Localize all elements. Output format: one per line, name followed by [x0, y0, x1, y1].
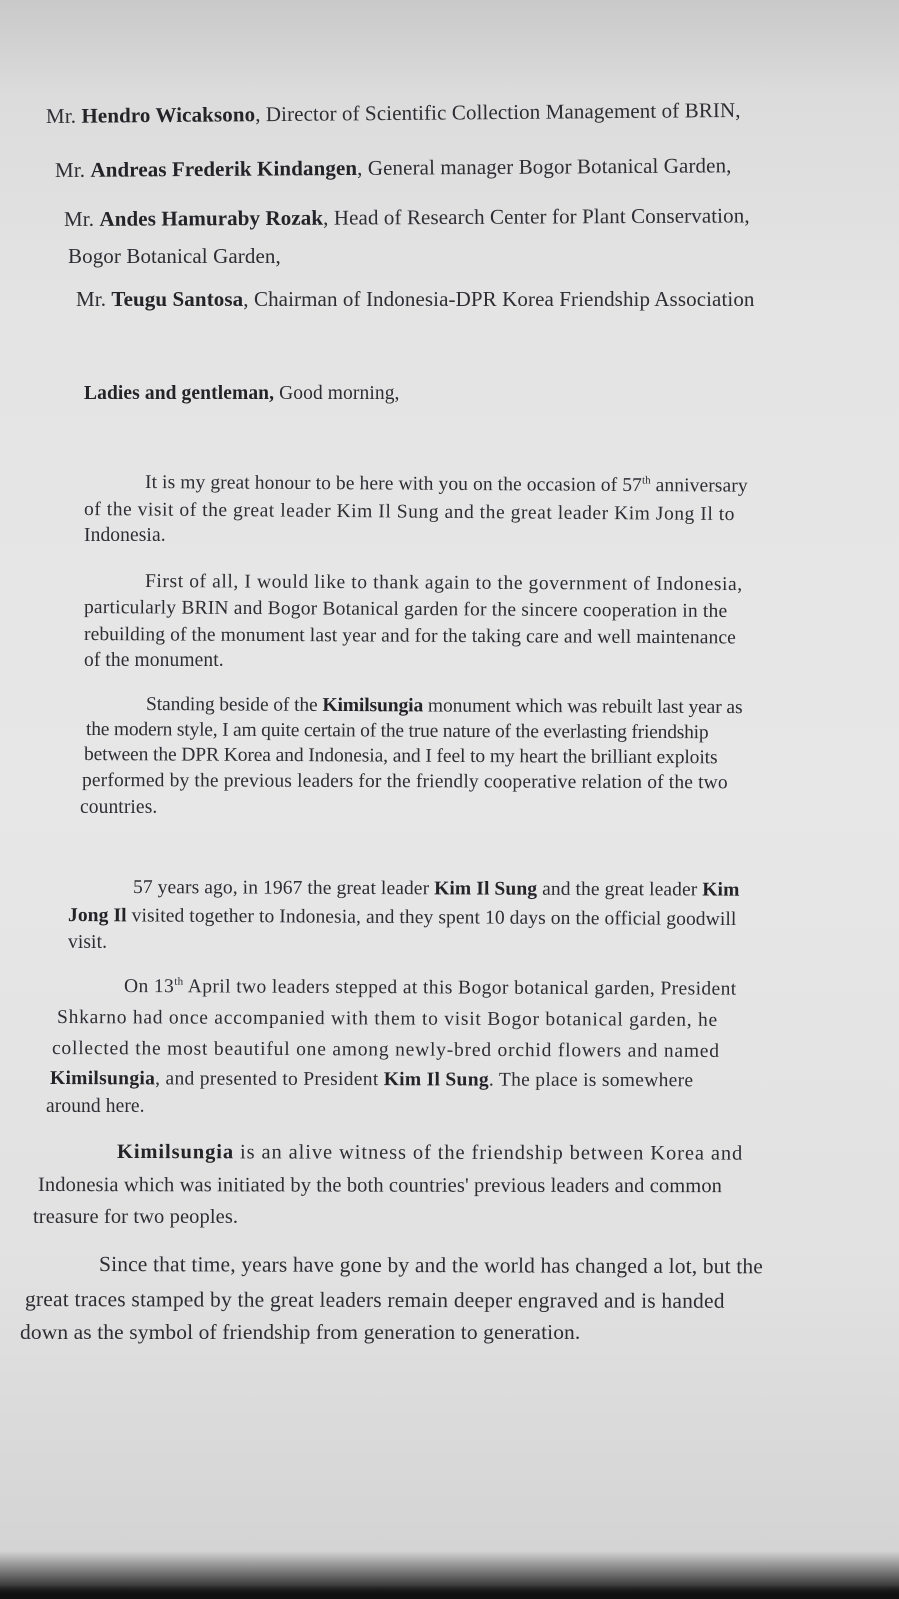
addressee-line: Mr. Andes Hamuraby Rozak, Head of Research Center for Plant Conservation,: [63, 203, 750, 231]
paragraph-7-line: down as the symbol of friendship from generation to generation.: [20, 1320, 581, 1344]
addressee-line: Mr. Teugu Santosa, Chairman of Indonesia-DPR Korea Friendship Association: [76, 287, 755, 311]
paragraph-1-line: It is my great honour to be here with you on the occasion of 57th anniversary: [144, 472, 748, 497]
paragraph-2-line: First of all, I would like to thank again to the government of Indonesia,: [144, 571, 743, 596]
paragraph-4-line: Jong Il visited together to Indonesia, and they spent 10 days on the official goodwill: [67, 905, 737, 931]
paragraph-6-line: Indonesia which was initiated by the both countries' previous leaders and common: [37, 1174, 723, 1198]
page-edge-shadow: [0, 1585, 899, 1599]
paragraph-3-line: between the DPR Korea and Indonesia, and I feel to my heart the brilliant exploits: [83, 744, 718, 769]
paragraph-1-line: Indonesia.: [84, 525, 166, 546]
addressee-name: Hendro Wicaksono: [81, 102, 256, 128]
addressee-line-continued: Bogor Botanical Garden,: [68, 244, 281, 268]
paragraph-3-line: countries.: [80, 797, 158, 818]
addressee-name: Andes Hamuraby Rozak: [99, 205, 324, 231]
paragraph-5-line: On 13th April two leaders stepped at this Bogor botanical garden, President: [123, 975, 737, 1000]
paragraph-2-line: of the monument.: [84, 650, 224, 671]
paragraph-3-line: performed by the previous leaders for the friendly cooperative relation of the two: [81, 770, 728, 794]
greeting: Ladies and gentleman, Good morning,: [84, 383, 400, 404]
paragraph-5-line: Shkarno had once accompanied with them to visit Bogor botanical garden, he: [56, 1007, 718, 1031]
paragraph-3-line: Standing beside of the Kimilsungia monument which was rebuilt last year as: [145, 694, 743, 719]
paragraph-5-line: around here.: [46, 1096, 145, 1117]
paragraph-4-line: 57 years ago, in 1967 the great leader Kim Il Sung and the great leader Kim: [132, 877, 740, 901]
paragraph-5-line: collected the most beautiful one among newly-bred orchid flowers and named: [51, 1038, 720, 1062]
addressee-line: Mr. Andreas Frederik Kindangen, General manager Bogor Botanical Garden,: [54, 153, 732, 182]
paragraph-5-line: Kimilsungia, and presented to President Kim Il Sung. The place is somewhere: [49, 1068, 694, 1092]
paragraph-6-line: treasure for two peoples.: [33, 1206, 239, 1228]
paragraph-6-line: Kimilsungia is an alive witness of the friendship between Korea and: [116, 1141, 744, 1165]
paragraph-7-line: Since that time, years have gone by and the world has changed a lot, but the: [98, 1252, 764, 1279]
paragraph-3-line: the modern style, I am quite certain of the true nature of the everlasting friendship: [85, 719, 709, 744]
paragraph-7-line: great traces stamped by the great leaders remain deeper engraved and is handed: [24, 1287, 725, 1313]
paragraph-2-line: rebuilding of the monument last year and for the taking care and well maintenance: [83, 624, 736, 649]
paragraph-1-line: of the visit of the great leader Kim Il Sung and the great leader Kim Jong Il to: [83, 499, 736, 526]
addressee-name: Teugu Santosa: [111, 287, 244, 311]
addressee-name: Andreas Frederik Kindangen: [90, 155, 358, 182]
paragraph-2-line: particularly BRIN and Bogor Botanical garden for the sincere cooperation in the: [83, 597, 728, 622]
addressee-line: Mr. Hendro Wicaksono, Director of Scientific Collection Management of BRIN,: [45, 97, 741, 128]
paragraph-4-line: visit.: [68, 932, 108, 953]
